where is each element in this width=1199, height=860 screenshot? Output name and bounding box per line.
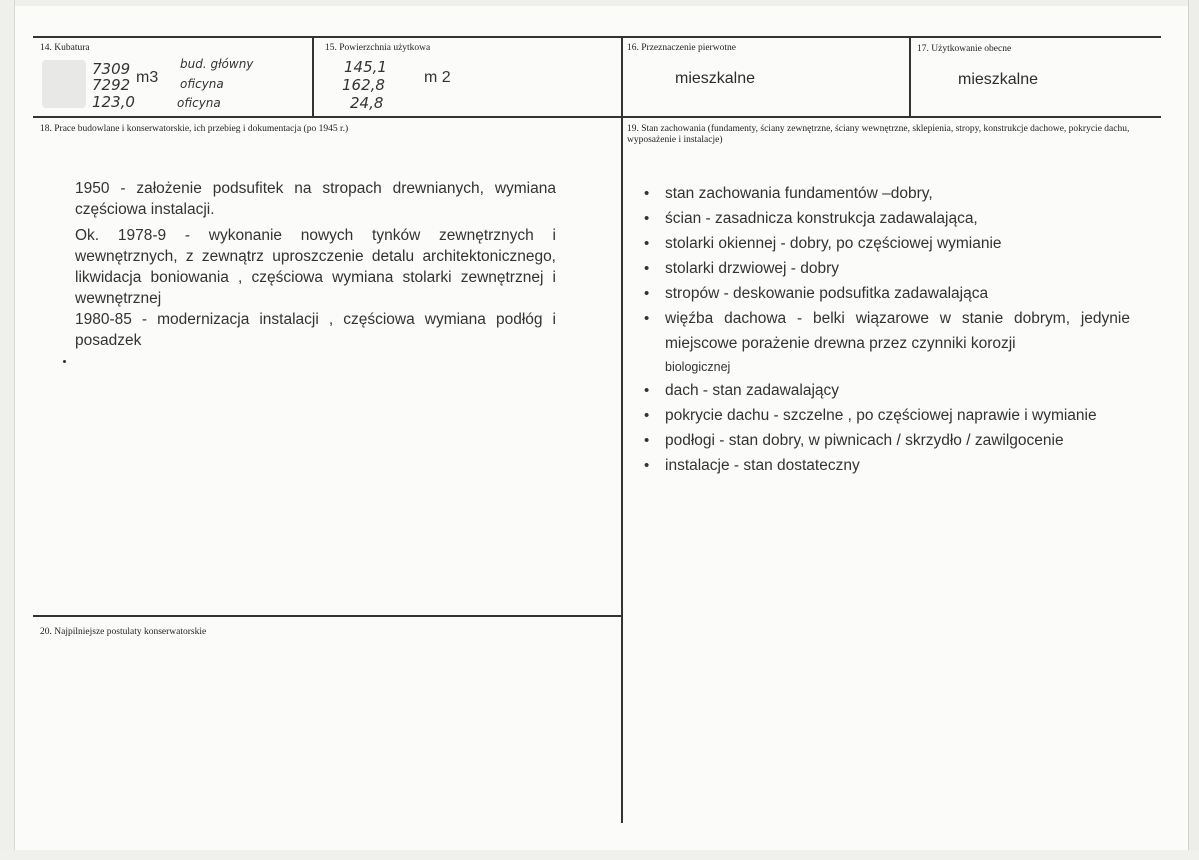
- divider-3: [909, 37, 911, 117]
- postulaty-label: 20. Najpilniejsze postulaty konserwatorskie: [40, 627, 207, 637]
- stan-item-2: • ścian - zasadnicza konstrukcja zadawalająca,: [642, 206, 1130, 231]
- stan-item-6: [642, 306, 1130, 378]
- scan-edge-right: [1188, 0, 1199, 860]
- scan-edge-top: [0, 0, 1199, 6]
- powierzchnia-value-1: 145,1: [344, 58, 387, 76]
- stan-list: [642, 181, 1130, 478]
- prace-paragraph-3: 1980-85 - modernizacja instalacji , częściowa wymiana podłóg i posadzek: [75, 311, 556, 349]
- scan-edge-bottom: [0, 850, 1199, 860]
- stan-item-6-text: więźba dachowa - belki wiązarowe w stanie dobrym, jedynie miejscowe porażenie drewna przez czynniki korozji: [665, 310, 1130, 352]
- stan-item-4: • stolarki drzwiowej - dobry: [642, 256, 1130, 281]
- scan-edge-left: [0, 0, 15, 860]
- kubatura-note-3: oficyna: [177, 96, 221, 110]
- uzytkowanie-label: 17. Użytkowanie obecne: [917, 44, 1012, 54]
- prace-paragraph-1: 1950 - założenie podsufitek na stropach drewnianych, wymiana częściowa instalacji.: [75, 180, 556, 218]
- rule-top: [33, 36, 1161, 38]
- prace-text: [75, 178, 556, 351]
- stan-item-5: • stropów - deskowanie podsufitka zadawalająca: [642, 281, 1130, 306]
- scan-smudge: [42, 60, 86, 108]
- przeznaczenie-value: mieszkalne: [675, 70, 756, 87]
- stan-label: 19. Stan zachowania (fundamenty, ściany zewnętrzne, ściany wewnętrzne, sklepienia, stropy, konstrukcje dachowe, pokrycie dachu, wyposażenie i instalacje): [627, 124, 1130, 145]
- kubatura-unit: m3: [136, 69, 159, 86]
- divider-1: [312, 37, 314, 117]
- powierzchnia-value-3: 24,8: [350, 94, 384, 112]
- stan-item-6-tail: biologicznej: [665, 360, 731, 374]
- rule-header-bottom: [33, 116, 1161, 118]
- prace-label: 18. Prace budowlane i konserwatorskie, ich przebieg i dokumentacja (po 1945 r.): [40, 124, 349, 134]
- kubatura-value-2: 7292: [92, 76, 131, 94]
- stan-item-3: • stolarki okiennej - dobry, po częściowej wymianie: [642, 231, 1130, 256]
- stan-item-7: • dach - stan zadawalający: [642, 378, 1130, 403]
- powierzchnia-value-2: 162,8: [342, 76, 385, 94]
- kubatura-value-1: 7309: [92, 60, 131, 78]
- divider-center: [621, 37, 623, 823]
- stan-item-1: • stan zachowania fundamentów –dobry,: [642, 181, 1130, 206]
- uzytkowanie-value: mieszkalne: [958, 71, 1039, 88]
- kubatura-label: 14. Kubatura: [40, 43, 90, 53]
- kubatura-note-2: oficyna: [180, 77, 224, 91]
- przeznaczenie-label: 16. Przeznaczenie pierwotne: [627, 43, 736, 53]
- rule-left-middle: [33, 615, 622, 617]
- stan-item-9: • podłogi - stan dobry, w piwnicach / skrzydło / zawilgocenie: [642, 428, 1130, 453]
- prace-paragraph-2: Ok. 1978-9 - wykonanie nowych tynków zewnętrznych i wewnętrznych, z zewnątrz uproszczenie detalu architektonicznego, likwidacja boniowania , częściowa wymiana stolarki zewnętrznej i wewnętrznej: [75, 227, 556, 307]
- kubatura-value-3: 123,0: [92, 93, 135, 111]
- stan-item-8: • pokrycie dachu - szczelne , po częściowej naprawie i wymianie: [642, 403, 1130, 428]
- powierzchnia-unit: m 2: [424, 69, 451, 86]
- stray-mark: [63, 360, 66, 363]
- powierzchnia-label: 15. Powierzchnia użytkowa: [325, 43, 431, 53]
- stan-item-10: • instalacje - stan dostateczny: [642, 453, 1130, 478]
- kubatura-note-1: bud. główny: [180, 57, 254, 71]
